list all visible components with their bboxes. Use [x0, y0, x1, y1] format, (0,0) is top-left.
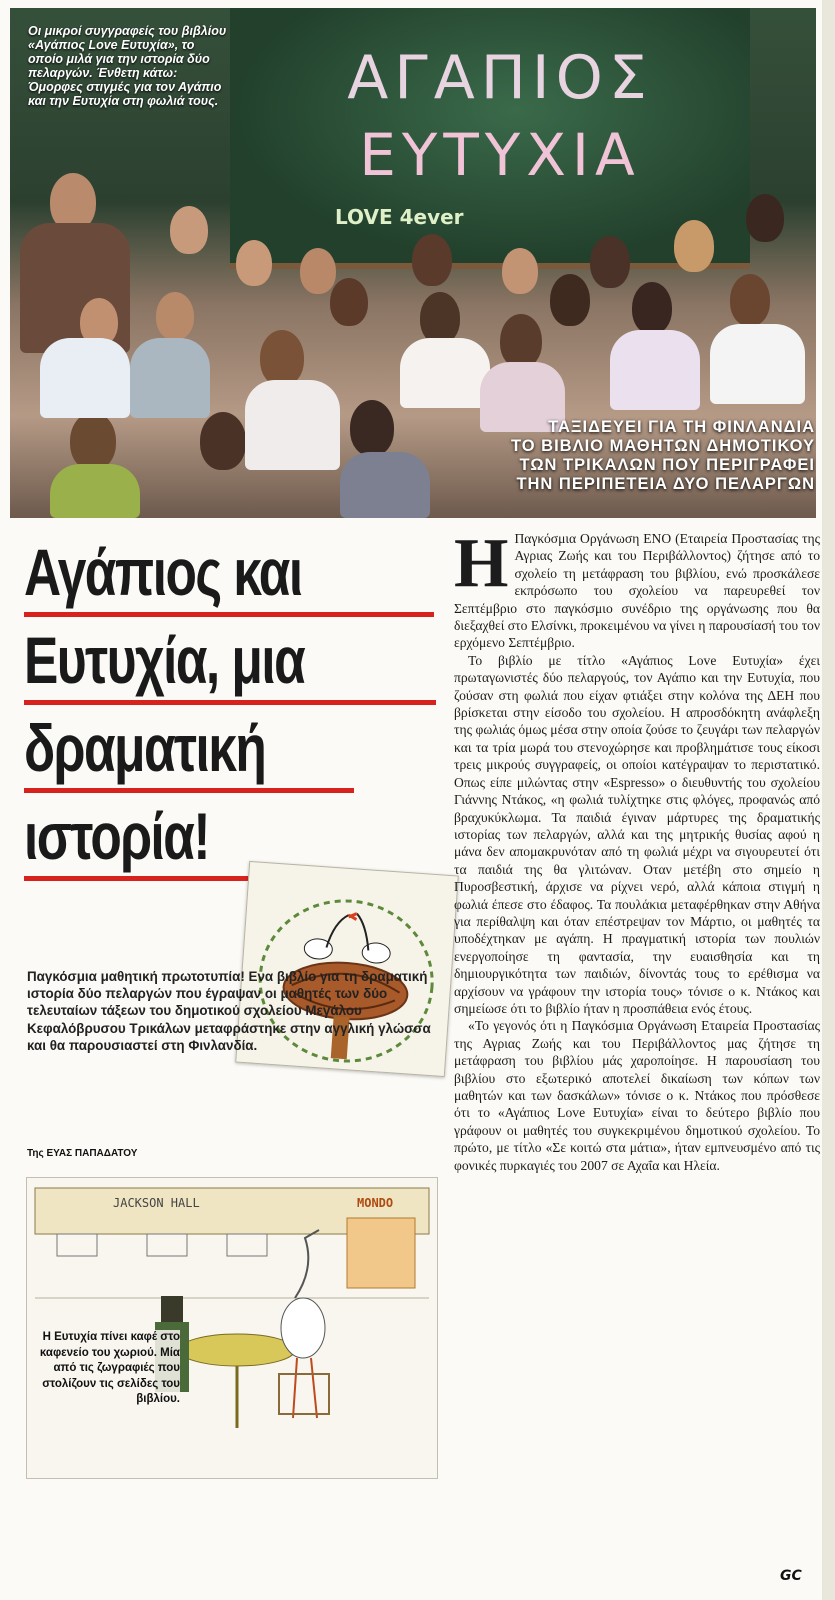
title-line: Αγάπιος και [24, 535, 302, 609]
child-shirt [40, 338, 130, 418]
article-body [454, 525, 820, 1174]
photo-headline-line: ΤΑΞΙΔΕΥΕΙ ΓΙΑ ΤΗ ΦΙΝΛΑΝΔΙΑ [548, 418, 815, 436]
body-paragraph: «Το γεγονός ότι η Παγκόσμια Οργάνωση Εταιρεία Προστασίας της Αγριας Ζωής και του Περιβάλλοντος μας ζήτησε τη μετάφραση του βιβλίου μάς χαροποίησε. Η παρουσίαση του βιβλίου στο εξωτερικό αποτελεί δικαίωση των κόπων των μαθητών και των δασκάλων» τόνισε ο κ. Ντάκος που πρόσθεσε ότι το «Αγάπιος Love Ευτυχία» είναι το δεύτερο βιβλίο που γράφουν οι μαθητές του συγκεκριμένου δημοτικού σχολείου. Το πρώτο, με τίτλο «Σε κοιτώ στα μάτια», ήταν εμπνευσμένο από τις φονικές πυρκαγιές του 2007 σε Αχαΐα και Ηλεία. [454, 1018, 820, 1173]
watermark: GC [780, 1568, 802, 1584]
child-shirt [130, 338, 210, 418]
body-paragraph [454, 525, 820, 652]
title-line: δραματική [24, 711, 266, 785]
article-lead: Παγκόσμια μαθητική πρωτοτυπία! Ενα βιβλίο για τη δραματική ιστορία δύο πελαργών που έγραψαν οι μαθητές των δύο τελευταίων τάξεων του δημοτικού σχολείου Μεγάλου Κεφαλόβρυσου Τρικάλων μεταφράστηκε στην αγγλική γλώσσα και θα παρουσιαστεί στη Φινλανδία. [27, 969, 431, 1053]
child-shirt [245, 380, 340, 470]
child-head [350, 400, 394, 456]
page-edge [822, 0, 835, 1600]
title-line: ιστορία! [24, 799, 209, 873]
cafe-illustration [27, 1178, 437, 1478]
cafe-drawing [26, 1177, 438, 1479]
child-head [236, 240, 272, 286]
dropcap: Η [454, 525, 509, 602]
drawing-caption: Η Ευτυχία πίνει καφέ στο καφενείο του χωριού. Μία από τις ζωγραφιές που στολίζουν τις σελίδες του βιβλίου. [30, 1330, 180, 1408]
child-shirt [710, 324, 805, 404]
child-head [70, 412, 116, 470]
body-paragraph: Το βιβλίο με τίτλο «Αγάπιος Love Ευτυχία» έχει πρωταγωνιστές δύο πελαργούς, τον Αγάπιο και την Ευτυχία, που ζούσαν στη φωλιά που είχαν φτιάξει στην κολόνα της ΔΕΗ που βρίσκεται στην είσοδο του σχολείου. Η απροσδόκητη ανάφλεξη της φωλιάς όμως μέσα στην οποία ζούσε το ζευγάρι των πελαργών και τα τρία μωρά του στενοχώρησε και προβλημάτισε τους είκοσι τρεις μικρούς συγγραφείς, οι οποίοι κατέγραψαν το περιστατικό. Οπως είπε μιλώντας στην «Espresso» ο διευθυντής του σχολείου Γιάννης Ντάκος, «η φωλιά τυλίχτηκε στις φλόγες, προφανώς από βραχυκύκλωμα. Τα παιδιά έγιναν μάρτυρες της δραματικής ιστορίας των πελαργών, αλλά και της μητρικής θυσίας αφού η μάνα δεν απομακρυνόταν από τη φωλιά μέχρι να σιγουρευτεί ότι τα παιδιά της θα γλιτώναν. Οταν μετέβη στο σημείο η Πυροσβεστική, άρχισε να ρίχνει νερό, αλλά κάποια στιγμή η φωλιά έπεσε στο έδαφος. Τα πουλάκια μεταφέρθηκαν στην Αθήνα για περίθαλψη και όταν επέστρεψαν τον Μάρτιο, οι μαθητές τα υποδέχτηκαν με αγάπη. Η πραγματική ιστορία των πουλιών ενεργοποίησε τη φαντασία, την ευαισθησία και τη δημιουργικότητα των παιδιών, δίνοντάς τους το ερέθισμα να αρχίσουν να γράφουν την ιστορία τους» τόνισε ο κ. Ντάκος και σημείωσε ότι το βιβλίο ήταν η προσπάθεια ενός έτους. [454, 652, 820, 1016]
child-head [412, 234, 452, 286]
child-head [632, 282, 672, 334]
child-head [674, 220, 714, 272]
child-shirt [400, 338, 490, 408]
child-head [500, 314, 542, 368]
photo-caption: Οι μικροί συγγραφείς του βιβλίου «Αγάπιος Love Ευτυχία», το οποίο μιλά για την ιστορία δύο πελαργών. Ένθετη κάτω: Όμορφες στιγμές για τον Αγάπιο και την Ευτυχία στη φωλιά τους. [28, 24, 227, 108]
board-love-text: LOVE 4ever [335, 205, 464, 229]
child-head [200, 412, 246, 470]
body-text: Παγκόσμια Οργάνωση ΕΝΟ (Εταιρεία Προστασίας της Αγριας Ζωής και του Περιβάλλοντος) ζήτησε από το σχολείο τη μετάφραση του βιβλίου, ενώ προσκάλεσε εκπρόσωπο του σχολείου να παρευρεθεί τον Σεπτέμβριο στο παγκόσμιο συνέδριο της οργάνωσης που θα διεξαχθεί στο Ελσίνκι, προκειμένου να γίνει η παρουσίασή του τον ερχόμενο Σεπτέμβριο. [454, 531, 820, 651]
cafe-sign-left: JACKSON HALL [113, 1196, 200, 1210]
board-title-line2: ΕΥΤΥΧΙΑ [359, 121, 641, 189]
child-head [502, 248, 538, 294]
child-head [590, 236, 630, 288]
child-head [330, 278, 368, 326]
photo-headline-line: ΤΟ ΒΙΒΛΙΟ ΜΑΘΗΤΩΝ ΔΗΜΟΤΙΚΟΥ [510, 437, 815, 455]
child-shirt [50, 464, 140, 518]
title-underline [24, 700, 436, 705]
cafe-sign-right: MONDO [357, 1196, 394, 1210]
title-line: Ευτυχία, μια [24, 623, 305, 697]
child-shirt [610, 330, 700, 410]
photo-headline-line: ΤΗΝ ΠΕΡΙΠΕΤΕΙΑ ΔΥΟ ΠΕΛΑΡΓΩΝ [516, 475, 815, 493]
title-underline [24, 788, 354, 793]
photo-headline-line: ΤΩΝ ΤΡΙΚΑΛΩΝ ΠΟΥ ΠΕΡΙΓΡΑΦΕΙ [519, 456, 815, 474]
child-head [260, 330, 304, 386]
child-head [170, 206, 208, 254]
child-head [420, 292, 460, 344]
child-head [156, 292, 194, 340]
child-head [746, 194, 784, 242]
title-underline [24, 612, 434, 617]
class-photo [10, 8, 816, 518]
photo-headline [395, 418, 815, 494]
board-title-line1: ΑΓΑΠΙΟΣ [347, 43, 653, 113]
child-head [300, 248, 336, 294]
child-head [550, 274, 590, 326]
byline: Της ΕΥΑΣ ΠΑΠΑΔΑΤΟΥ [27, 1148, 138, 1159]
child-head [730, 274, 770, 326]
